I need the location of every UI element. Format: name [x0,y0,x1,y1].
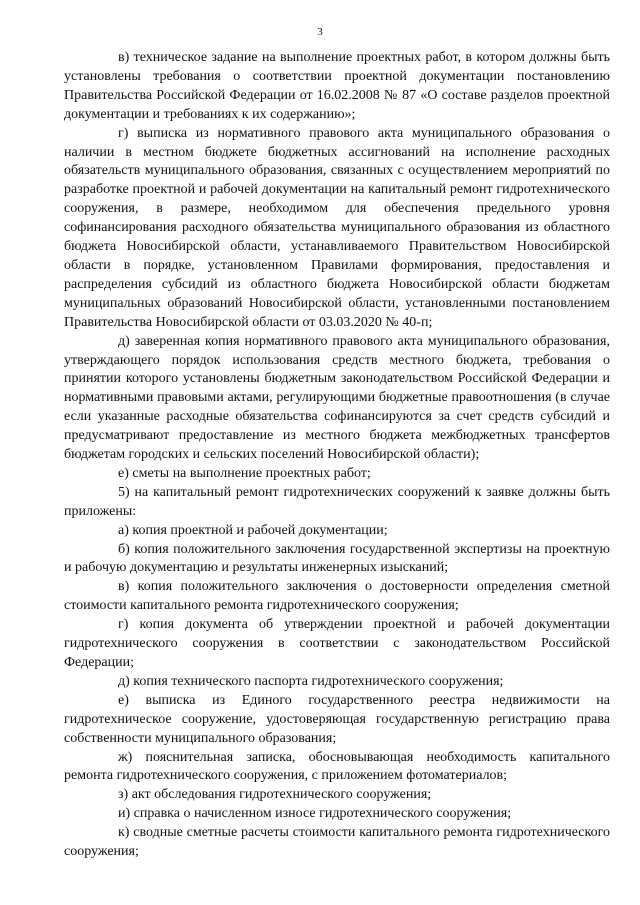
list-item-e: е) выписка из Единого государственного реестра недвижимости на гидротехническое сооружение, удостоверяющая государственную регистрацию права собственности муниципального образования; [64,692,610,746]
paragraph-d-certified-copy: д) заверенная копия нормативного правового акта муниципального образования, утверждающего порядок использования средств местного бюджета, требования о принятии которого установлены бюджетным законодательством Российской Федерации и нормативными правовыми актами, регулирующими бюджетные правоотношения (в случае если указанные расходные обязательства софинансируются за счет средств субсидий и предусматривают предоставление из местного бюджета межбюджетных трансфертов бюджетам городских и сельских поселений Новосибирской области); [64,333,610,463]
list-item-g: г) копия документа об утверждении проектной и рабочей документации гидротехнического сооружения в соответствии с законодательством Российской Федерации; [64,617,610,670]
document-body [64,49,610,862]
list-item-v: в) копия положительного заключения о достоверности определения сметной стоимости капитального ремонта гидротехнического сооружения; [64,579,610,614]
paragraph-g-budget-extract: г) выписка из нормативного правового акта муниципального образования о наличии в местном бюджете бюджетных ассигнований на исполнение расходных обязательств муниципального образования, связанных с осуществлением мероприятий по разработке проектной и рабочей документации на капитальный ремонт гидротехнического сооружения, в размере, необходимом для обеспечения предельного уровня софинансирования расходного обязательства муниципального образования из областного бюджета Новосибирской области, устанавливаемого Правительством Новосибирской области в порядке, установленном Правилами формирования, предоставления и распределения субсидий из областного бюджета Новосибирской области бюджетам муниципальных образований Новосибирской области, установленными постановлением Правительства Новосибирской области от 03.03.2020 № 40-п; [64,125,610,330]
list-item-a: а) копия проектной и рабочей документации; [118,522,388,538]
list-item-i: и) справка о начисленном износе гидротехнического сооружения; [118,806,512,822]
paragraph-5-capital-repair: 5) на капитальный ремонт гидротехнических сооружений к заявке должны быть приложены: [64,484,610,519]
paragraph-v-technical-assignment: в) техническое задание на выполнение проектных работ, в котором должны быть установлены требования о соответствии проектной документации постановлению Правительства Российской Федерации от 16.02.2008 № 87 «О составе разделов проектной документации и требованиях к их содержанию»; [64,50,610,122]
paragraph-e-estimates: е) сметы на выполнение проектных работ; [118,465,371,481]
list-item-b: б) копия положительного заключения государственной экспертизы на проектную и рабочую документацию и результаты инженерных изысканий; [64,541,610,576]
list-item-zh: ж) пояснительная записка, обосновывающая необходимость капитального ремонта гидротехнического сооружения, с приложением фотоматериалов; [64,749,610,784]
page-number: 3 [317,26,323,38]
list-item-k: к) сводные сметные расчеты стоимости капитального ремонта гидротехнического сооружения; [64,825,610,860]
list-item-z: з) акт обследования гидротехнического сооружения; [118,787,432,803]
list-item-d: д) копия технического паспорта гидротехнического сооружения; [118,673,504,689]
